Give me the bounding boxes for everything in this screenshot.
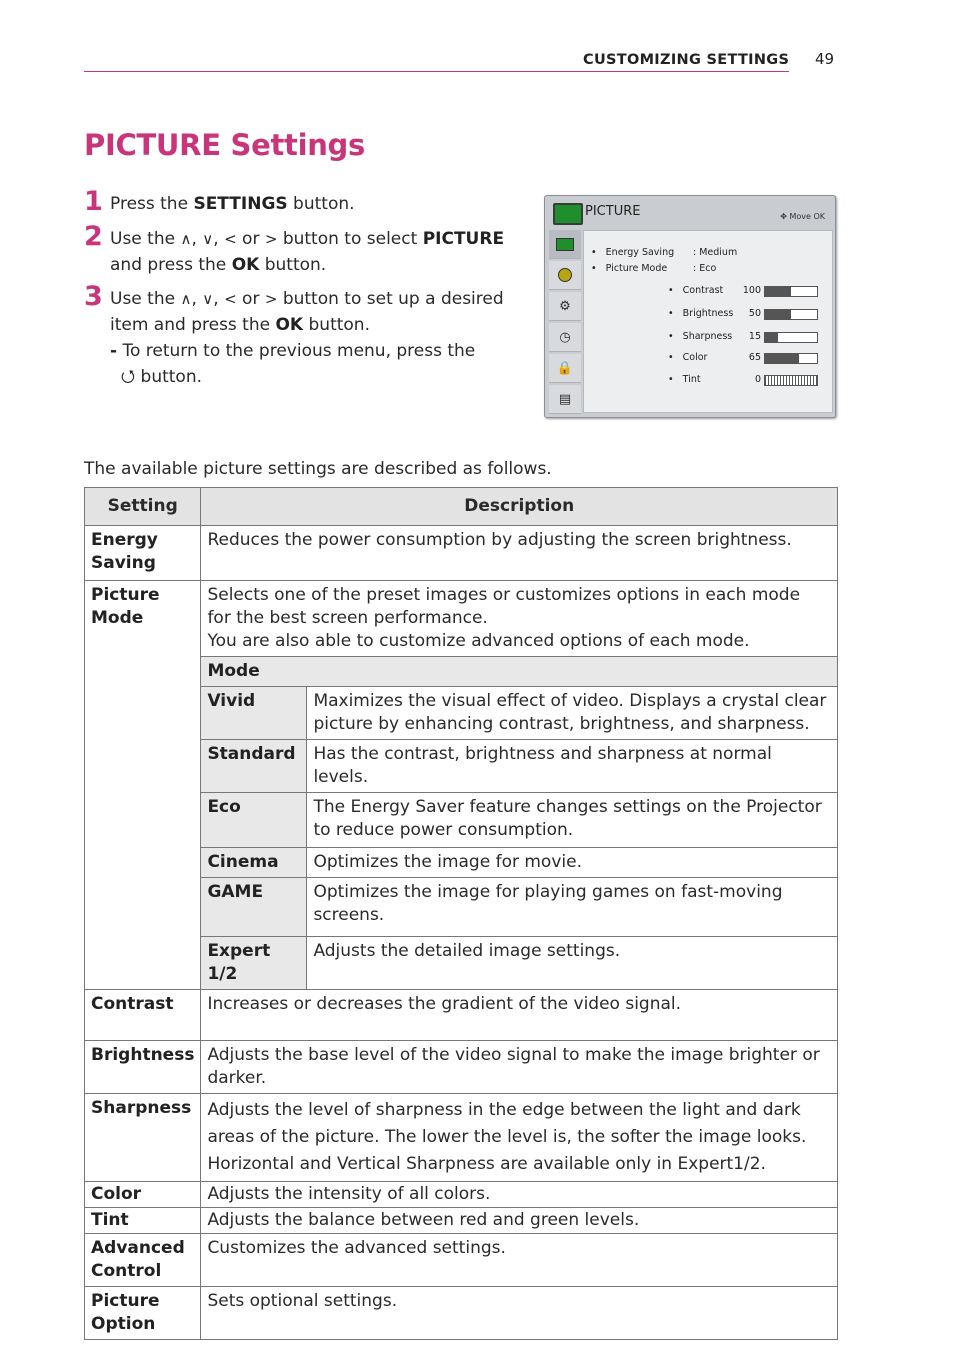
setting-name: Contrast — [85, 990, 201, 1041]
setting-description — [201, 581, 838, 657]
osd-energy-saving-value: : Medium — [693, 247, 738, 258]
osd-energy-saving-label: Energy Saving — [605, 247, 675, 258]
picture-mode-desc-line: for the best screen performance. — [207, 608, 488, 628]
step-1-text: Press the SETTINGS button. — [110, 194, 355, 214]
osd-slider-label: • Brightness — [668, 308, 734, 319]
osd-slider-label: • Tint — [668, 374, 701, 385]
mode-description: Optimizes the image for movie. — [307, 848, 838, 878]
picture-menu-screenshot — [544, 195, 836, 418]
header-rule — [84, 71, 789, 72]
setting-name: Color — [85, 1182, 201, 1208]
osd-hint: ✥ Move OK — [780, 212, 825, 221]
mode-description: Maximizes the visual effect of video. Displays a crystal clear picture by enhancing contrast, brightness, and sharpness. — [307, 687, 838, 740]
osd-title: PICTURE — [585, 204, 641, 219]
setting-description: Adjusts the level of sharpness in the edge between the light and dark areas of the picture. The lower the level is, the softer the image looks. Horizontal and Vertical Sharpness are available only in Expert1/2. — [201, 1094, 838, 1182]
osd-slider-value: 100 — [742, 285, 761, 296]
setting-description: Adjusts the intensity of all colors. — [201, 1182, 838, 1208]
audio-icon — [549, 261, 581, 290]
mode-name: Cinema — [201, 848, 307, 878]
table-header-row — [85, 488, 838, 526]
osd-slider-fill — [765, 310, 791, 319]
section-title: CUSTOMIZING SETTINGS — [583, 52, 790, 68]
osd-slider-bar — [764, 309, 818, 320]
osd-picture-mode-label: Picture Mode — [605, 263, 668, 274]
osd-sidebar — [549, 230, 583, 412]
osd-slider-bar — [764, 353, 818, 364]
osd-hint-text: Move OK — [789, 212, 825, 221]
time-icon: ◷ — [549, 323, 581, 352]
picture-mode-desc-line: You are also able to customize advanced options of each mode. — [207, 631, 750, 651]
osd-slider-value: 15 — [748, 331, 761, 342]
osd-slider-fill — [765, 333, 778, 342]
table-row — [85, 1094, 838, 1182]
setup-icon: ⚙ — [549, 292, 581, 321]
setting-name: Picture Option — [85, 1287, 201, 1340]
mode-description: The Energy Saver feature changes settings on the Projector to reduce power consumption. — [307, 793, 838, 848]
setting-description: Increases or decreases the gradient of the video signal. — [201, 990, 838, 1041]
osd-slider-fill — [765, 354, 799, 363]
setting-description: Sets optional settings. — [201, 1287, 838, 1340]
setting-name: Sharpness — [85, 1094, 201, 1182]
picture-mode-desc-line: Selects one of the preset images or customizes options in each mode — [207, 585, 801, 605]
table-row — [85, 1182, 838, 1208]
osd-slider-label: • Sharpness — [668, 331, 733, 342]
osd-slider-label: • Contrast — [668, 285, 724, 296]
step-2-text: Use the ∧, ∨, < or > button to select PICTURE and press the OK button. — [110, 229, 505, 275]
osd-slider-bar — [764, 375, 818, 386]
osd-picture-mode: • Picture Mode — [591, 263, 668, 274]
osd-slider-value: 65 — [748, 352, 761, 363]
setting-name: Energy Saving — [85, 526, 201, 581]
table-row — [85, 581, 838, 657]
picture-icon — [549, 230, 581, 259]
page-title: PICTURE Settings — [84, 128, 365, 162]
osd-slider-fill — [765, 287, 791, 296]
osd-slider-bar — [764, 332, 818, 343]
mode-description: Has the contrast, brightness and sharpness at normal levels. — [307, 740, 838, 793]
mode-description: Optimizes the image for playing games on fast-moving screens. — [307, 878, 838, 937]
setting-description: Adjusts the base level of the video signal to make the image brighter or darker. — [201, 1041, 838, 1094]
page-number: 49 — [815, 50, 835, 68]
osd-slider-label: • Color — [668, 352, 708, 363]
intro-text: The available picture settings are described as follows. — [84, 459, 552, 479]
settings-table — [84, 487, 838, 1340]
table-row — [85, 990, 838, 1041]
setting-name: Tint — [85, 1208, 201, 1234]
table-row — [85, 1208, 838, 1234]
setting-name: Advanced Control — [85, 1234, 201, 1287]
tv-icon — [553, 203, 583, 225]
mode-name: Expert 1/2 — [201, 937, 307, 990]
step-2-number: 2 — [84, 221, 103, 252]
setting-name: Picture Mode — [85, 581, 201, 990]
osd-slider-bar — [764, 286, 818, 297]
setting-column-header: Setting — [85, 488, 201, 526]
osd-slider-value: 50 — [748, 308, 761, 319]
osd-slider-value: 0 — [754, 374, 761, 385]
mode-subheader: Mode — [201, 657, 838, 687]
mode-name: Standard — [201, 740, 307, 793]
table-row — [85, 1041, 838, 1094]
option-icon: ▤ — [549, 385, 581, 414]
step-1-number: 1 — [84, 186, 103, 217]
mode-name: Vivid — [201, 687, 307, 740]
step-3-text: Use the ∧, ∨, < or > button to set up a desired item and press the OK button. - To return to the previous menu, press the ⭯ button. — [110, 289, 504, 387]
step-3-number: 3 — [84, 281, 103, 312]
setting-name: Brightness — [85, 1041, 201, 1094]
setting-description: Adjusts the balance between red and green levels. — [201, 1208, 838, 1234]
osd-picture-mode-value: : Eco — [693, 263, 717, 274]
mode-description: Adjusts the detailed image settings. — [307, 937, 838, 990]
table-row — [85, 1287, 838, 1340]
setting-description: Reduces the power consumption by adjusting the screen brightness. — [201, 526, 838, 581]
table-row — [85, 1234, 838, 1287]
mode-name: GAME — [201, 878, 307, 937]
mode-name: Eco — [201, 793, 307, 848]
table-row — [85, 526, 838, 581]
description-column-header: Description — [201, 488, 838, 526]
lock-icon: 🔒 — [549, 354, 581, 383]
setting-description: Customizes the advanced settings. — [201, 1234, 838, 1287]
osd-energy-saving: • Energy Saving — [591, 247, 675, 258]
